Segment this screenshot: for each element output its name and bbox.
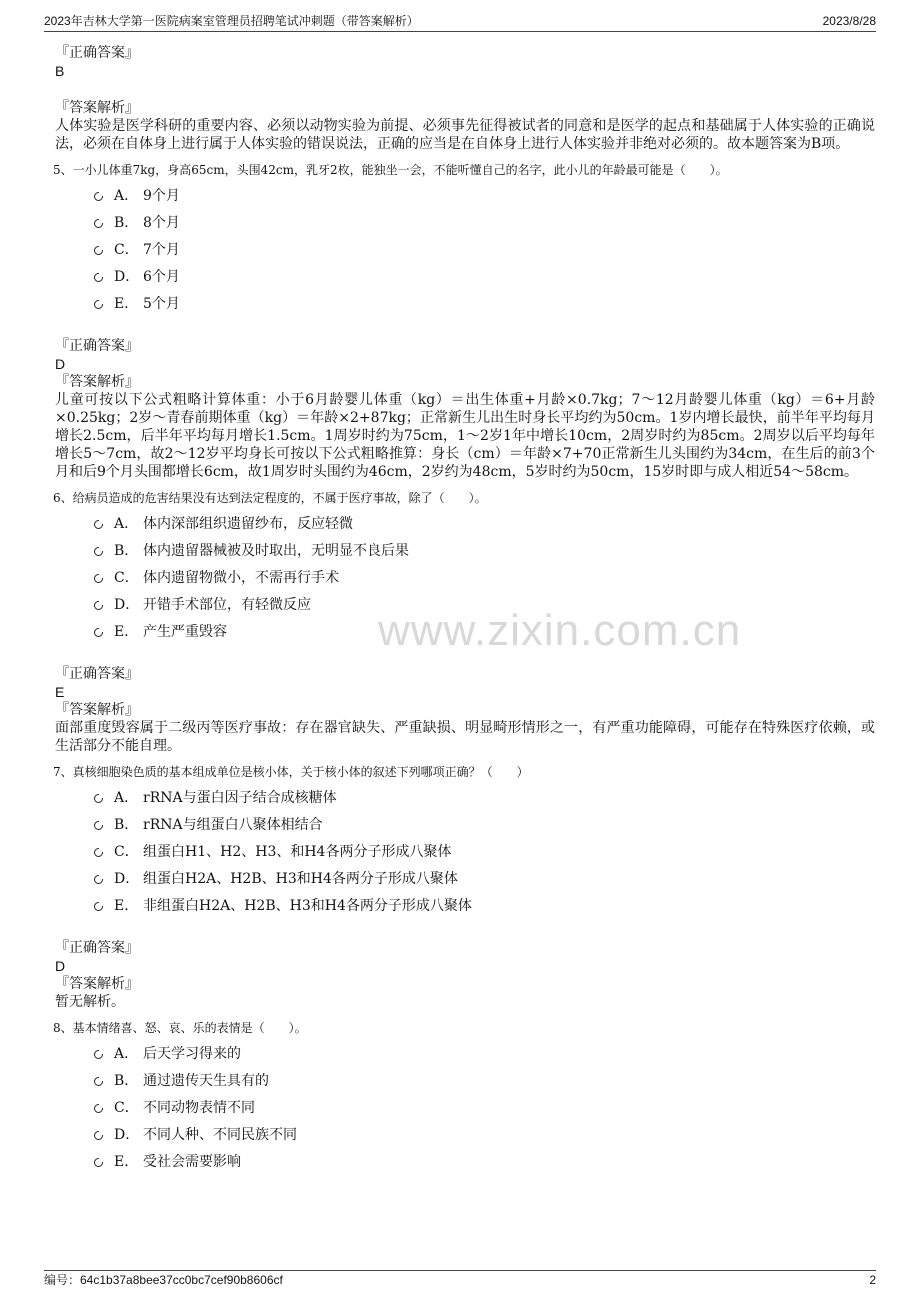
- q8-option-b[interactable]: [55, 1068, 875, 1095]
- option-letter: B．: [114, 215, 139, 231]
- option-text: 组蛋白H1、H2、H3、和H4各两分子形成八聚体: [143, 844, 452, 860]
- q5-option-a[interactable]: [55, 183, 875, 210]
- option-text: rRNA与组蛋白八聚体相结合: [143, 817, 323, 833]
- option-letter: A．: [114, 790, 139, 806]
- footer-divider: [44, 1270, 876, 1271]
- header-divider: [44, 31, 876, 32]
- q4-analysis: 人体实验是医学科研的重要内容、必须以动物实验为前提、必须事先征得被试者的同意和是医学的起点和基础属于人体实验的正确说法，必须在自体身上进行属于人体实验的错误说法，正确的应当是在自体身上进行人体实验并非绝对必须的。故本题答案为B项。: [55, 118, 875, 152]
- radio-icon[interactable]: [94, 246, 103, 255]
- analysis-label: 『答案解析』: [55, 374, 139, 390]
- radio-icon[interactable]: [94, 1104, 103, 1113]
- option-text: 8个月: [143, 215, 180, 231]
- q6-option-b[interactable]: [55, 538, 875, 565]
- document-date: 2023/8/28: [822, 14, 876, 28]
- radio-icon[interactable]: [94, 821, 103, 830]
- answer-label: 『正确答案』: [55, 940, 139, 956]
- radio-icon[interactable]: [94, 601, 103, 610]
- option-letter: A．: [114, 188, 139, 204]
- q5-option-d[interactable]: [55, 264, 875, 291]
- radio-icon[interactable]: [94, 273, 103, 282]
- q8-option-e[interactable]: [55, 1149, 875, 1176]
- radio-icon[interactable]: [94, 794, 103, 803]
- radio-icon[interactable]: [94, 520, 103, 529]
- q8-option-a[interactable]: [55, 1041, 875, 1068]
- option-text: 7个月: [143, 242, 180, 258]
- analysis-label: 『答案解析』: [55, 702, 139, 718]
- page-footer: [44, 1272, 876, 1288]
- q6-answer: E: [55, 684, 65, 700]
- q7-question: 7、真核细胞染色质的基本组成单位是核小体，关于核小体的叙述下列哪项正确？（ ）: [53, 765, 529, 779]
- answer-label: 『正确答案』: [55, 666, 139, 682]
- q6-option-d[interactable]: [55, 592, 875, 619]
- radio-icon[interactable]: [94, 192, 103, 201]
- option-text: 开错手术部位，有轻微反应: [143, 597, 311, 613]
- q8-question: 8、基本情绪喜、怒、哀、乐的表情是（ ）。: [53, 1021, 307, 1035]
- q5-options: [55, 183, 875, 318]
- q5-option-e[interactable]: [55, 291, 875, 318]
- option-text: 产生严重毁容: [143, 624, 227, 640]
- q4-answer: B: [55, 63, 65, 79]
- option-text: 9个月: [143, 188, 180, 204]
- option-letter: E．: [114, 624, 139, 640]
- q6-options: [55, 511, 875, 646]
- radio-icon[interactable]: [94, 848, 103, 857]
- option-letter: B．: [114, 817, 139, 833]
- option-text: 5个月: [143, 296, 180, 312]
- q6-option-c[interactable]: [55, 565, 875, 592]
- option-text: 后天学习得来的: [143, 1046, 241, 1062]
- answer-label: 『正确答案』: [55, 45, 139, 61]
- page-number: 2: [869, 1273, 876, 1287]
- radio-icon[interactable]: [94, 875, 103, 884]
- q7-option-c[interactable]: [55, 839, 875, 866]
- option-text: 非组蛋白H2A、H2B、H3和H4各两分子形成八聚体: [143, 898, 472, 914]
- document-code: 编号：64c1b37a8bee37cc0bc7cef90b8606cf: [44, 1273, 283, 1287]
- option-text: 组蛋白H2A、H2B、H3和H4各两分子形成八聚体: [143, 871, 458, 887]
- option-text: rRNA与蛋白因子结合成核糖体: [143, 790, 337, 806]
- option-letter: B．: [114, 1073, 139, 1089]
- q8-option-d[interactable]: [55, 1122, 875, 1149]
- option-letter: D．: [114, 597, 140, 613]
- option-text: 不同人种、不同民族不同: [143, 1127, 297, 1143]
- option-letter: D．: [114, 871, 140, 887]
- q7-options: [55, 785, 875, 920]
- q5-option-b[interactable]: [55, 210, 875, 237]
- option-letter: E．: [114, 1154, 139, 1170]
- q8-options: [55, 1041, 875, 1176]
- page-content: [55, 44, 875, 1176]
- q7-option-b[interactable]: [55, 812, 875, 839]
- document-title: 2023年吉林大学第一医院病案室管理员招聘笔试冲刺题（带答案解析）: [44, 14, 419, 28]
- q7-option-a[interactable]: [55, 785, 875, 812]
- q8-option-c[interactable]: [55, 1095, 875, 1122]
- option-text: 通过遗传天生具有的: [143, 1073, 269, 1089]
- option-letter: A．: [114, 1046, 139, 1062]
- option-letter: A．: [114, 516, 139, 532]
- q7-answer: D: [55, 958, 66, 974]
- q6-option-a[interactable]: [55, 511, 875, 538]
- q6-question: 6、给病员造成的危害结果没有达到法定程度的，不属于医疗事故，除了（ ）。: [53, 491, 487, 505]
- option-text: 体内遗留器械被及时取出，无明显不良后果: [143, 543, 409, 559]
- page-header: [44, 13, 876, 29]
- option-text: 6个月: [143, 269, 180, 285]
- option-text: 体内深部组织遗留纱布，反应轻微: [143, 516, 353, 532]
- option-letter: D．: [114, 1127, 140, 1143]
- option-text: 体内遗留物微小，不需再行手术: [143, 570, 339, 586]
- radio-icon[interactable]: [94, 219, 103, 228]
- radio-icon[interactable]: [94, 547, 103, 556]
- radio-icon[interactable]: [94, 1050, 103, 1059]
- option-letter: B．: [114, 543, 139, 559]
- radio-icon[interactable]: [94, 1131, 103, 1140]
- q6-analysis: 面部重度毁容属于二级丙等医疗事故：存在器官缺失、严重缺损、明显畸形情形之一，有严重功能障碍，可能存在特殊医疗依赖，或生活部分不能自理。: [55, 720, 875, 754]
- option-text: 不同动物表情不同: [143, 1100, 255, 1116]
- q7-option-e[interactable]: [55, 893, 875, 920]
- option-text: 受社会需要影响: [143, 1154, 241, 1170]
- radio-icon[interactable]: [94, 574, 103, 583]
- q5-option-c[interactable]: [55, 237, 875, 264]
- q6-option-e[interactable]: [55, 619, 875, 646]
- watermark: www.zixin.com.cn: [378, 606, 742, 655]
- option-letter: C．: [114, 242, 139, 258]
- q7-analysis: 暂无解析。: [55, 994, 125, 1010]
- radio-icon[interactable]: [94, 902, 103, 911]
- answer-label: 『正确答案』: [55, 338, 139, 354]
- analysis-label: 『答案解析』: [55, 976, 139, 992]
- q5-answer: D: [55, 356, 66, 372]
- option-letter: E．: [114, 296, 139, 312]
- q5-question: 5、一小儿体重7kg，身高65cm，头围42cm，乳牙2枚，能独坐一会，不能听懂自己的名字，此小儿的年龄最可能是（ ）。: [53, 163, 728, 177]
- radio-icon[interactable]: [94, 628, 103, 637]
- radio-icon[interactable]: [94, 1158, 103, 1167]
- analysis-label: 『答案解析』: [55, 100, 139, 116]
- option-letter: C．: [114, 844, 139, 860]
- option-letter: D．: [114, 269, 140, 285]
- option-letter: E．: [114, 898, 139, 914]
- radio-icon[interactable]: [94, 1077, 103, 1086]
- radio-icon[interactable]: [94, 300, 103, 309]
- option-letter: C．: [114, 570, 139, 586]
- q5-analysis: 儿童可按以下公式粗略计算体重：小于6月龄婴儿体重（kg）＝出生体重+月龄×0.7kg；7～12月龄婴儿体重（kg）＝6+月龄×0.25kg；2岁～青春前期体重（kg）＝年龄×2+87kg；正常新生儿出生时身长平均约为50cm。1岁内增长最快，前半年平均每月增长2.5cm，后半年平均每月增长1.5cm。1周岁时约为75cm，1～2岁1年中增长10cm，2周岁时约为85cm。2周岁以后平均每年增长5～7cm，故2～12岁平均身长可按以下公式粗略推算：身长（cm）＝年龄×7+70正常新生儿头围约为34cm，在生后的前3个月和后9个月头围都增长6cm，故1周岁时头围约为46cm，2岁约为48cm，5岁时约为50cm，15岁时即与成人相近54～58cm。: [55, 392, 875, 480]
- q7-option-d[interactable]: [55, 866, 875, 893]
- option-letter: C．: [114, 1100, 139, 1116]
